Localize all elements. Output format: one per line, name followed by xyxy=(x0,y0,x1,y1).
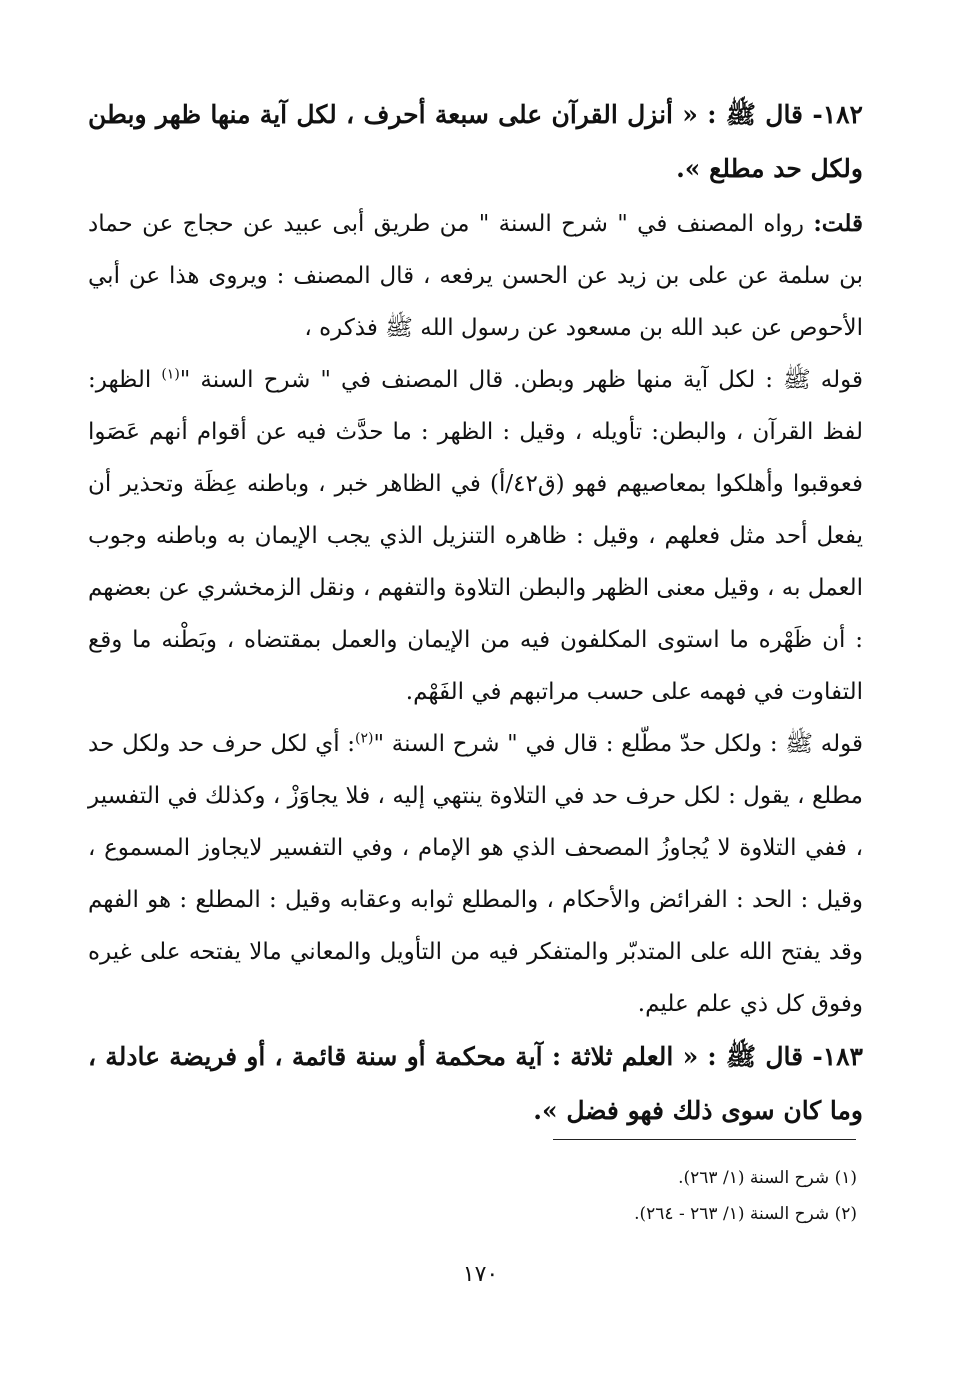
footnote-2: (٢) شرح السنة (١/ ٢٦٣ - ٢٦٤). xyxy=(634,1204,857,1224)
paragraph-text: قوله ﷺ : ولكل حدّ مطّلع : قال في " شرح السنة " xyxy=(373,731,863,757)
hadith-182: ١٨٢- قال ﷺ : « أنزل القرآن على سبعة أحرف ، لكل آية منها ظهر وبطن ولكل حد مطلع ». xyxy=(88,100,863,183)
commentary-paragraph-1 xyxy=(88,198,863,354)
footnote-divider xyxy=(553,1139,856,1140)
paragraph-text: رواه المصنف في " شرح السنة " من طريق أبى عبيد عن حجاج عن حماد بن سلمة عن على بن زيد عن الحسن يرفعه ، قال المصنف : ويروى هذا عن أبي الأحوص عن عبد الله بن مسعود عن رسول الله ﷺ فذكره ، xyxy=(88,211,863,341)
commentary-paragraph-3 xyxy=(88,718,863,1030)
page-number: ١٧٠ xyxy=(462,1262,499,1287)
commentary-paragraph-2 xyxy=(88,354,863,718)
footnote-marker-1: (١) xyxy=(161,366,180,383)
hadith-183: ١٨٣- قال ﷺ : « العلم ثلاثة : آية محكمة أو سنة قائمة ، أو فريضة عادلة ، وما كان سوى ذلك فهو فضل ». xyxy=(88,1042,863,1125)
paragraph-text: : أي لكل حرف حد ولكل حد مطلع ، يقول : لكل حرف حد في التلاوة ينتهي إليه ، فلا يجاوَزْ ، وكذلك في التفسير ، ففي التلاوة لا يُجاوزُ المصحف الذي هو الإمام ، وفي التفسير لايجاوز المسموع ، وقيل : الحد : الفرائض والأحكام ، والمطلع ثوابه وعقابه وقيل : المطلع : هو الفهم وقد يفتح الله على المتدبّر والمتفكر فيه من التأويل والمعاني مالا يفتحه على غيره وفوق كل ذي علم عليم. xyxy=(88,731,863,1017)
footnote-marker-2: (٢) xyxy=(355,730,374,747)
footnotes xyxy=(257,1160,857,1232)
paragraph-text: الظهر: لفظ القرآن ، والبطن: تأويله ، وقيل : الظهر : ما حدَّث فيه عن أقوام أنهم عَصَوا فعوقبوا وأهلكوا بمعاصيهم فهو (ق٤٢/أ) في الظاهر خبر ، وباطنه عِظَة وتحذير أن يفعل أحد مثل فعلهم ، وقيل : ظاهره التنزيل الذي يجب الإيمان به وباطنه وجوب العمل به ، وقيل معنى الظهر والبطن التلاوة والتفهم ، ونقل الزمخشري عن بعضهم : أن ظَهْره ما استوى المكلفون فيه من الإيمان والعمل بمقتضاه ، وبَطْنه ما وقع التفاوت في فهمه على حسب مراتبهم في الفَهْم. xyxy=(87,367,863,705)
lead-word: قلت: xyxy=(813,210,863,237)
footnote-1: (١) شرح السنة (١/ ٢٦٣). xyxy=(678,1168,857,1188)
paragraph-text: قوله ﷺ : لكل آية منها ظهر وبطن. قال المصنف في " شرح السنة " xyxy=(179,367,864,393)
main-text xyxy=(88,88,863,1140)
